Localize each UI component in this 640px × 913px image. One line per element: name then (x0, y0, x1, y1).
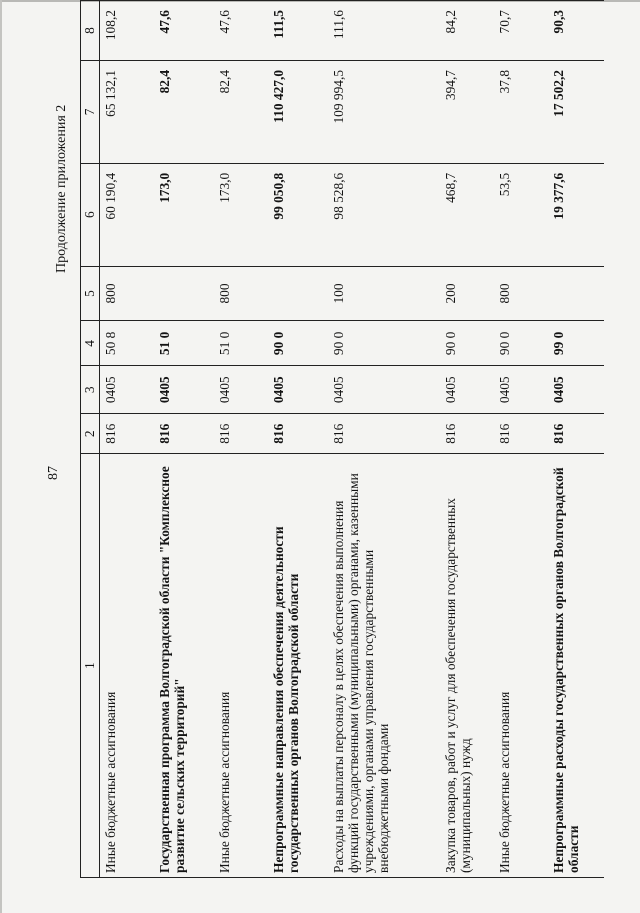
cell-expense-type: 800 (214, 266, 268, 321)
cell-amount-prev: 173,0 (154, 163, 214, 266)
cell-amount-curr: 37,8 (494, 60, 548, 163)
cell-amount-curr: 82,4 (214, 60, 268, 163)
cell-amount-prev: 468,7 (440, 163, 494, 266)
cell-target: 51 0 (154, 321, 214, 366)
cell-percent: 111,6 (328, 1, 440, 61)
cell-amount-curr: 65 132,1 (100, 60, 155, 163)
row-name: Иные бюджетные ассигнования (494, 454, 548, 878)
header-cell: 6 (81, 163, 100, 266)
cell-target: 99 0 (548, 321, 604, 366)
table-row (328, 1, 440, 878)
cell-percent: 47,6 (154, 1, 214, 61)
cell-expense-type (268, 266, 328, 321)
cell-section: 0405 (100, 366, 155, 414)
table-row (100, 1, 155, 878)
header-cell: 2 (81, 414, 100, 454)
page-number: 87 (46, 466, 61, 480)
cell-percent: 108,2 (100, 1, 155, 61)
cell-amount-curr: 109 994,5 (328, 60, 440, 163)
cell-amount-prev: 53,5 (494, 163, 548, 266)
cell-section: 0405 (548, 366, 604, 414)
cell-ministry: 816 (440, 414, 494, 454)
row-name: Расходы на выплаты персоналу в целях обеспечения выполнения функций государственными (муниципальными) органами, казенными учреждениями, органами управления государственными внебюджетными фондами (328, 454, 440, 878)
cell-percent: 90,3 (548, 1, 604, 61)
cell-amount-curr: 17 502,2 (548, 60, 604, 163)
cell-expense-type: 800 (494, 266, 548, 321)
cell-expense-type: 200 (440, 266, 494, 321)
cell-expense-type (154, 266, 214, 321)
cell-percent: 47,6 (214, 1, 268, 61)
cell-section: 0405 (268, 366, 328, 414)
cell-amount-prev: 173,0 (214, 163, 268, 266)
table-row (548, 1, 604, 878)
cell-amount-prev: 98 528,6 (328, 163, 440, 266)
cell-target: 90 0 (494, 321, 548, 366)
header-cell: 5 (81, 266, 100, 321)
cell-target: 50 8 (100, 321, 155, 366)
cell-expense-type: 800 (100, 266, 155, 321)
cell-ministry: 816 (214, 414, 268, 454)
cell-target: 51 0 (214, 321, 268, 366)
cell-amount-prev: 60 190,4 (100, 163, 155, 266)
cell-amount-curr: 82,4 (154, 60, 214, 163)
cell-section: 0405 (154, 366, 214, 414)
cell-percent: 111,5 (268, 1, 328, 61)
row-name: Иные бюджетные ассигнования (214, 454, 268, 878)
cell-amount-prev: 99 050,8 (268, 163, 328, 266)
row-name: Закупка товаров, работ и услуг для обеспечения государственных (муниципальных) нужд (440, 454, 494, 878)
table-row (214, 1, 268, 878)
cell-target: 90 0 (268, 321, 328, 366)
header-cell: 1 (81, 454, 100, 878)
header-cell: 8 (81, 1, 100, 61)
cell-section: 0405 (328, 366, 440, 414)
cell-ministry: 816 (100, 414, 155, 454)
cell-section: 0405 (494, 366, 548, 414)
cell-ministry: 816 (154, 414, 214, 454)
table-row (494, 1, 548, 878)
cell-target: 90 0 (328, 321, 440, 366)
cell-target: 90 0 (440, 321, 494, 366)
cell-amount-prev: 19 377,6 (548, 163, 604, 266)
cell-ministry: 816 (494, 414, 548, 454)
cell-amount-curr: 110 427,0 (268, 60, 328, 163)
header-cell: 7 (81, 60, 100, 163)
table-row (154, 1, 214, 878)
row-name: Непрограммные расходы государственных органов Волгоградской области (548, 454, 604, 878)
cell-expense-type (548, 266, 604, 321)
cell-expense-type: 100 (328, 266, 440, 321)
budget-table (80, 0, 604, 878)
table-row (268, 1, 328, 878)
header-row (81, 1, 100, 878)
cell-ministry: 816 (548, 414, 604, 454)
cell-ministry: 816 (328, 414, 440, 454)
header-cell: 3 (81, 366, 100, 414)
header-cell: 4 (81, 321, 100, 366)
cell-section: 0405 (440, 366, 494, 414)
row-name: Непрограммные направления обеспечения деятельности государственных органов Волгоградской области (268, 454, 328, 878)
row-name: Государственная программа Волгоградской области "Комплексное развитие сельских территорий" (154, 454, 214, 878)
cell-percent: 70,7 (494, 1, 548, 61)
row-name: Иные бюджетные ассигнования (100, 454, 155, 878)
cell-amount-curr: 394,7 (440, 60, 494, 163)
cell-section: 0405 (214, 366, 268, 414)
cell-percent: 84,2 (440, 1, 494, 61)
cell-ministry: 816 (268, 414, 328, 454)
table-row (440, 1, 494, 878)
continuation-caption: Продолжение приложения 2 (54, 104, 69, 273)
